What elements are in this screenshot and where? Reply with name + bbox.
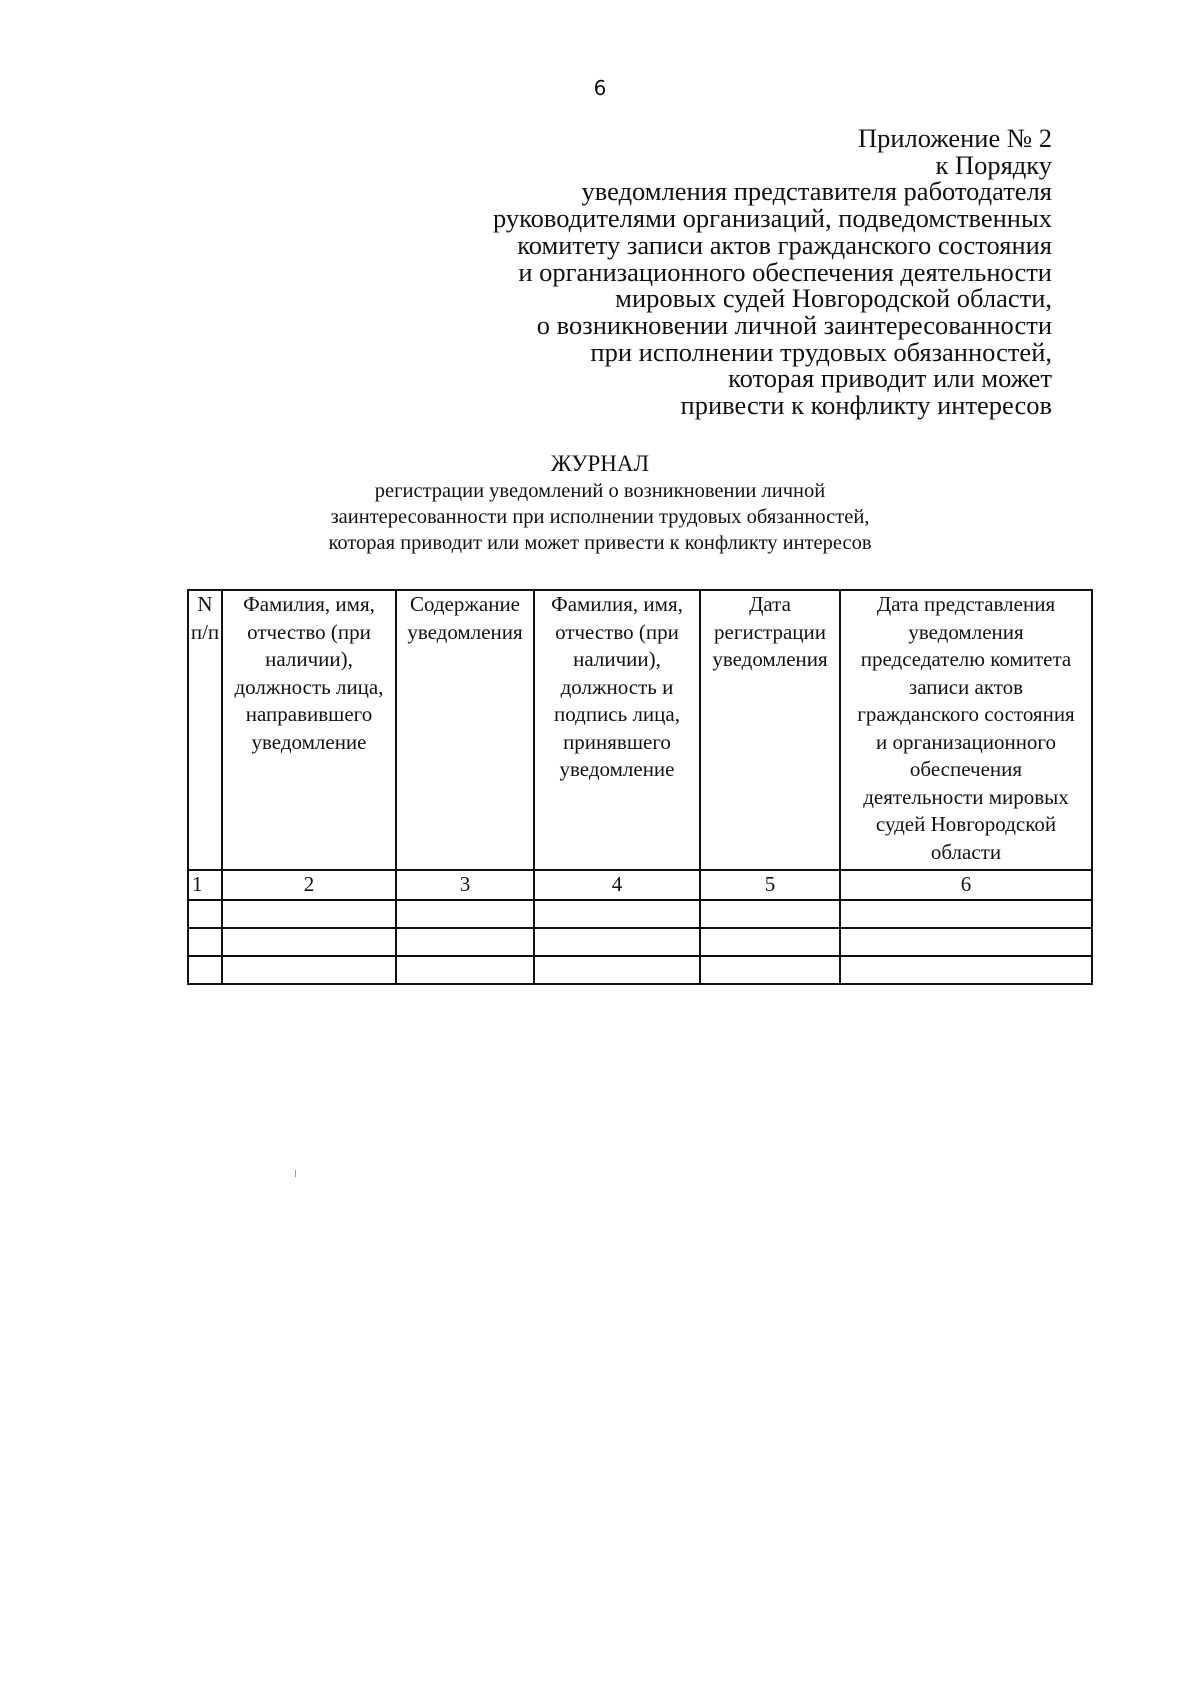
table-header-row	[188, 590, 1092, 870]
table-cell	[188, 956, 222, 984]
column-number-cell: 1	[188, 870, 222, 900]
table-row	[188, 900, 1092, 928]
table-cell	[396, 928, 534, 956]
table-cell	[188, 900, 222, 928]
table-cell	[700, 928, 840, 956]
table-cell	[396, 956, 534, 984]
appendix-line: к Порядку	[935, 149, 1052, 180]
appendix-line: при исполнении трудовых обязанностей,	[590, 336, 1052, 367]
table-cell	[222, 956, 396, 984]
table-cell	[534, 956, 700, 984]
table-row	[188, 928, 1092, 956]
column-number-row	[188, 870, 1092, 900]
table-cell	[700, 900, 840, 928]
registration-table	[187, 589, 1093, 985]
table-cell	[840, 900, 1092, 928]
appendix-line: которая приводит или может	[728, 363, 1052, 394]
table-cell	[534, 928, 700, 956]
appendix-line: комитету записи актов гражданского состояния	[517, 229, 1052, 260]
column-number-cell: 2	[222, 870, 396, 900]
table-cell	[840, 956, 1092, 984]
table-cell	[222, 900, 396, 928]
header-cell-sender: Фамилия, имя, отчество (при наличии), должность лица, направившего уведомление	[222, 590, 396, 870]
table-cell	[222, 928, 396, 956]
scan-speck	[295, 1170, 296, 1177]
appendix-line: уведомления представителя работодателя	[581, 176, 1052, 207]
appendix-line: мировых судей Новгородской области,	[615, 283, 1052, 314]
journal-subtitle-line: заинтересованности при исполнении трудовых обязанностей,	[330, 506, 870, 528]
table-cell	[188, 928, 222, 956]
journal-title: ЖУРНАЛ	[550, 451, 650, 476]
appendix-line: привести к конфликту интересов	[680, 390, 1052, 421]
table-cell	[396, 900, 534, 928]
table-cell	[534, 900, 700, 928]
header-cell-submission-date: Дата представления уведомления председателю комитета записи актов гражданского состояния и организационного обеспечения деятельности мировых судей Новгородской области	[840, 590, 1092, 870]
appendix-title: Приложение № 2	[857, 123, 1052, 153]
journal-subtitle-line: регистрации уведомлений о возникновении личной	[374, 480, 826, 502]
header-cell-number: N п/п	[188, 590, 222, 870]
table-cell	[700, 956, 840, 984]
appendix-header	[493, 125, 1052, 419]
table-cell	[840, 928, 1092, 956]
page-number: 6	[593, 76, 607, 100]
column-number-cell: 4	[534, 870, 700, 900]
column-number-cell: 6	[840, 870, 1092, 900]
journal-subtitle-line: которая приводит или может привести к конфликту интересов	[328, 532, 872, 554]
column-number-cell: 3	[396, 870, 534, 900]
column-number-cell: 5	[700, 870, 840, 900]
header-cell-receiver: Фамилия, имя, отчество (при наличии), должность и подпись лица, принявшего уведомление	[534, 590, 700, 870]
appendix-line: и организационного обеспечения деятельности	[518, 256, 1052, 287]
appendix-line: о возникновении личной заинтересованности	[536, 309, 1052, 340]
journal-heading	[0, 450, 1200, 556]
header-cell-content: Содержание уведомления	[396, 590, 534, 870]
table-row	[188, 956, 1092, 984]
appendix-line: руководителями организаций, подведомственных	[492, 203, 1052, 234]
header-cell-registration-date: Дата регистрации уведомления	[700, 590, 840, 870]
